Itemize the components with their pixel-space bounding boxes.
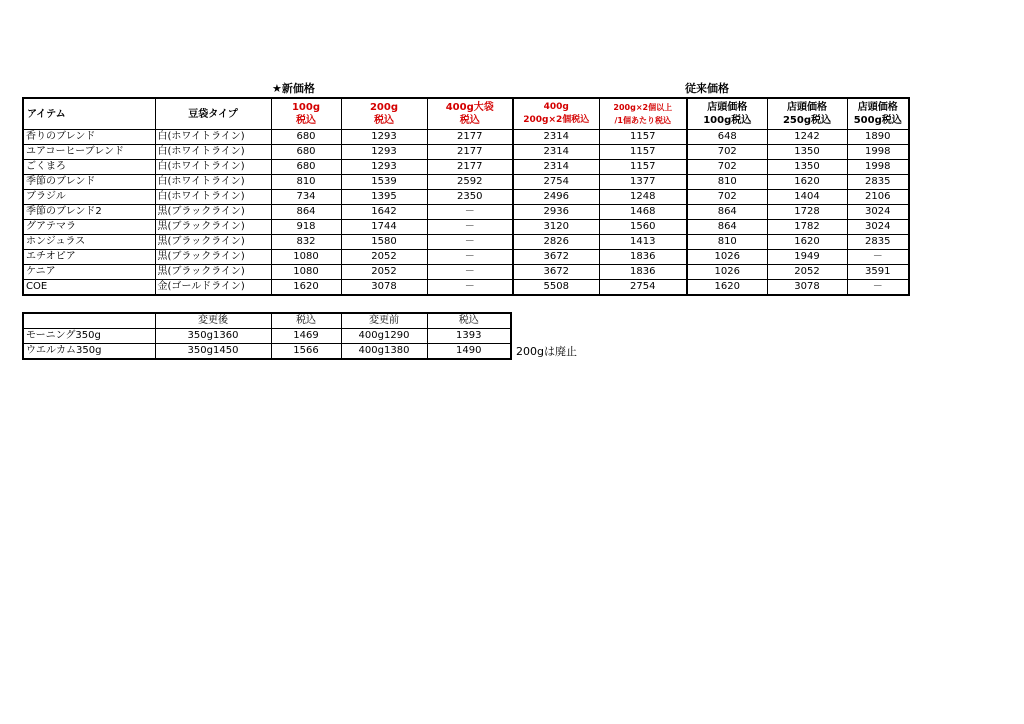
item-name-cell: ブラジル — [23, 190, 155, 205]
price-cell: 680 — [271, 160, 341, 175]
table-row — [23, 175, 909, 190]
price-cell: 702 — [687, 160, 767, 175]
price-cell: 1350 — [767, 160, 847, 175]
price-cell: 2936 — [513, 205, 599, 220]
price-cell: 1248 — [599, 190, 687, 205]
set-price-cell: 400g1290 — [341, 329, 427, 344]
price-cell: 1539 — [341, 175, 427, 190]
price-cell: 1468 — [599, 205, 687, 220]
price-cell: 2835 — [847, 175, 909, 190]
bag-type-cell: 黒(ブラックライン) — [155, 220, 271, 235]
price-cell: 1350 — [767, 145, 847, 160]
price-cell: 1293 — [341, 145, 427, 160]
price-cell: 3591 — [847, 265, 909, 280]
price-cell: 1949 — [767, 250, 847, 265]
price-cell: 864 — [687, 205, 767, 220]
set-price-cell: 400g1380 — [341, 344, 427, 360]
price-cell: 3672 — [513, 265, 599, 280]
price-cell: 2177 — [427, 130, 513, 145]
table-row — [23, 145, 909, 160]
set-price-cell: 1490 — [427, 344, 511, 360]
item-name-cell: 季節のブレンド2 — [23, 205, 155, 220]
price-cell: 1580 — [341, 235, 427, 250]
price-cell: 2314 — [513, 145, 599, 160]
price-cell: 1377 — [599, 175, 687, 190]
price-cell: 1620 — [767, 175, 847, 190]
price-cell: 1782 — [767, 220, 847, 235]
price-cell: 2350 — [427, 190, 513, 205]
item-name-cell: 季節のブレンド — [23, 175, 155, 190]
header-store-500g: 店頭価格 500g税込 — [847, 98, 909, 130]
price-cell: － — [427, 205, 513, 220]
set-price-cell: 1469 — [271, 329, 341, 344]
bag-type-cell: 白(ホワイトライン) — [155, 130, 271, 145]
header-new-100g: 100g 税込 — [271, 98, 341, 130]
price-cell: 702 — [687, 145, 767, 160]
price-cell: － — [427, 220, 513, 235]
price-cell: 1080 — [271, 265, 341, 280]
item-name-cell: 香りのブレンド — [23, 130, 155, 145]
price-cell: 2177 — [427, 145, 513, 160]
price-cell: 1998 — [847, 160, 909, 175]
price-cell: 3024 — [847, 220, 909, 235]
header-store-250g: 店頭価格 250g税込 — [767, 98, 847, 130]
table-row — [23, 280, 909, 296]
price-cell: 1890 — [847, 130, 909, 145]
set-price-cell: 350g1450 — [155, 344, 271, 360]
price-cell: － — [847, 250, 909, 265]
price-cell: 2052 — [341, 250, 427, 265]
set-table-header — [23, 313, 511, 329]
item-name-cell: COE — [23, 280, 155, 296]
price-cell: 2496 — [513, 190, 599, 205]
set-header-cell: 税込 — [271, 313, 341, 329]
price-cell: － — [427, 265, 513, 280]
price-cell: 1836 — [599, 250, 687, 265]
price-cell: 2177 — [427, 160, 513, 175]
table-row — [23, 130, 909, 145]
bag-type-cell: 黒(ブラックライン) — [155, 250, 271, 265]
price-cell: 2052 — [767, 265, 847, 280]
price-cell: 2826 — [513, 235, 599, 250]
header-bag-type: 豆袋タイプ — [155, 98, 271, 130]
set-header-cell: 税込 — [427, 313, 511, 329]
item-name-cell: ごくまろ — [23, 160, 155, 175]
price-cell: 3078 — [341, 280, 427, 296]
bag-type-cell: 黒(ブラックライン) — [155, 235, 271, 250]
price-cell: 3672 — [513, 250, 599, 265]
price-cell: － — [427, 250, 513, 265]
bag-type-cell: 白(ホワイトライン) — [155, 145, 271, 160]
price-cell: 1242 — [767, 130, 847, 145]
price-cell: 810 — [687, 235, 767, 250]
price-cell: 702 — [687, 190, 767, 205]
price-cell: 1620 — [687, 280, 767, 296]
price-cell: 5508 — [513, 280, 599, 296]
price-cell: 2052 — [341, 265, 427, 280]
price-cell: 864 — [687, 220, 767, 235]
price-cell: 2754 — [599, 280, 687, 296]
table-row — [23, 235, 909, 250]
price-cell: 2106 — [847, 190, 909, 205]
header-new-200g: 200g 税込 — [341, 98, 427, 130]
bag-type-cell: 黒(ブラックライン) — [155, 205, 271, 220]
price-table-header — [23, 98, 909, 130]
price-cell: 1413 — [599, 235, 687, 250]
header-new-400g: 400g大袋 税込 — [427, 98, 513, 130]
price-cell: 648 — [687, 130, 767, 145]
price-cell: 3078 — [767, 280, 847, 296]
price-cell: 680 — [271, 145, 341, 160]
item-name-cell: ホンジュラス — [23, 235, 155, 250]
new-price-label: ★新価格 — [272, 82, 315, 95]
header-item: アイテム — [23, 98, 155, 130]
header-store-100g: 店頭価格 100g税込 — [687, 98, 767, 130]
set-price-cell: 350g1360 — [155, 329, 271, 344]
table-row — [23, 344, 511, 360]
price-cell: 1560 — [599, 220, 687, 235]
table-row — [23, 329, 511, 344]
bag-type-cell: 白(ホワイトライン) — [155, 160, 271, 175]
price-cell: 1620 — [767, 235, 847, 250]
price-cell: 918 — [271, 220, 341, 235]
price-cell: 810 — [687, 175, 767, 190]
set-price-cell: 1566 — [271, 344, 341, 360]
price-cell: 2592 — [427, 175, 513, 190]
price-cell: 2835 — [847, 235, 909, 250]
price-cell: 1744 — [341, 220, 427, 235]
bag-type-cell: 金(ゴールドライン) — [155, 280, 271, 296]
price-cell: 1157 — [599, 160, 687, 175]
header-old-400g: 400g 200g×2個税込 — [513, 98, 599, 130]
price-cell: 3120 — [513, 220, 599, 235]
set-header-cell: 変更後 — [155, 313, 271, 329]
set-header-cell — [23, 313, 155, 329]
price-cell: － — [427, 280, 513, 296]
price-cell: 1404 — [767, 190, 847, 205]
table-row — [23, 265, 909, 280]
set-price-cell: 1393 — [427, 329, 511, 344]
price-cell: 1620 — [271, 280, 341, 296]
price-cell: 1998 — [847, 145, 909, 160]
price-cell: － — [427, 235, 513, 250]
item-name-cell: ケニア — [23, 265, 155, 280]
item-name-cell: グアテマラ — [23, 220, 155, 235]
price-cell: 3024 — [847, 205, 909, 220]
price-cell: 2754 — [513, 175, 599, 190]
price-cell: 1293 — [341, 130, 427, 145]
bag-type-cell: 白(ホワイトライン) — [155, 190, 271, 205]
item-name-cell: エチオピア — [23, 250, 155, 265]
discontinued-note: 200gは廃止 — [516, 345, 577, 358]
price-cell: 680 — [271, 130, 341, 145]
table-row — [23, 220, 909, 235]
price-cell: 2314 — [513, 130, 599, 145]
bag-type-cell: 黒(ブラックライン) — [155, 265, 271, 280]
price-cell: 1293 — [341, 160, 427, 175]
price-cell: 864 — [271, 205, 341, 220]
price-cell: － — [847, 280, 909, 296]
price-cell: 810 — [271, 175, 341, 190]
set-name-cell: モーニング350g — [23, 329, 155, 344]
price-cell: 1395 — [341, 190, 427, 205]
set-name-cell: ウエルカム350g — [23, 344, 155, 360]
price-cell: 734 — [271, 190, 341, 205]
table-row — [23, 205, 909, 220]
table-row — [23, 250, 909, 265]
price-cell: 1157 — [599, 130, 687, 145]
set-price-table — [22, 312, 512, 360]
price-table — [22, 97, 910, 296]
table-row — [23, 190, 909, 205]
price-cell: 2314 — [513, 160, 599, 175]
price-cell: 832 — [271, 235, 341, 250]
price-cell: 1728 — [767, 205, 847, 220]
set-header-cell: 変更前 — [341, 313, 427, 329]
price-cell: 1642 — [341, 205, 427, 220]
item-name-cell: ユアコーヒーブレンド — [23, 145, 155, 160]
old-price-label: 従来価格 — [685, 82, 729, 95]
price-cell: 1026 — [687, 265, 767, 280]
price-cell: 1080 — [271, 250, 341, 265]
price-cell: 1157 — [599, 145, 687, 160]
header-old-200g-x2: 200g×2個以上 /1個あたり税込 — [599, 98, 687, 130]
table-row — [23, 160, 909, 175]
bag-type-cell: 白(ホワイトライン) — [155, 175, 271, 190]
price-cell: 1836 — [599, 265, 687, 280]
price-cell: 1026 — [687, 250, 767, 265]
